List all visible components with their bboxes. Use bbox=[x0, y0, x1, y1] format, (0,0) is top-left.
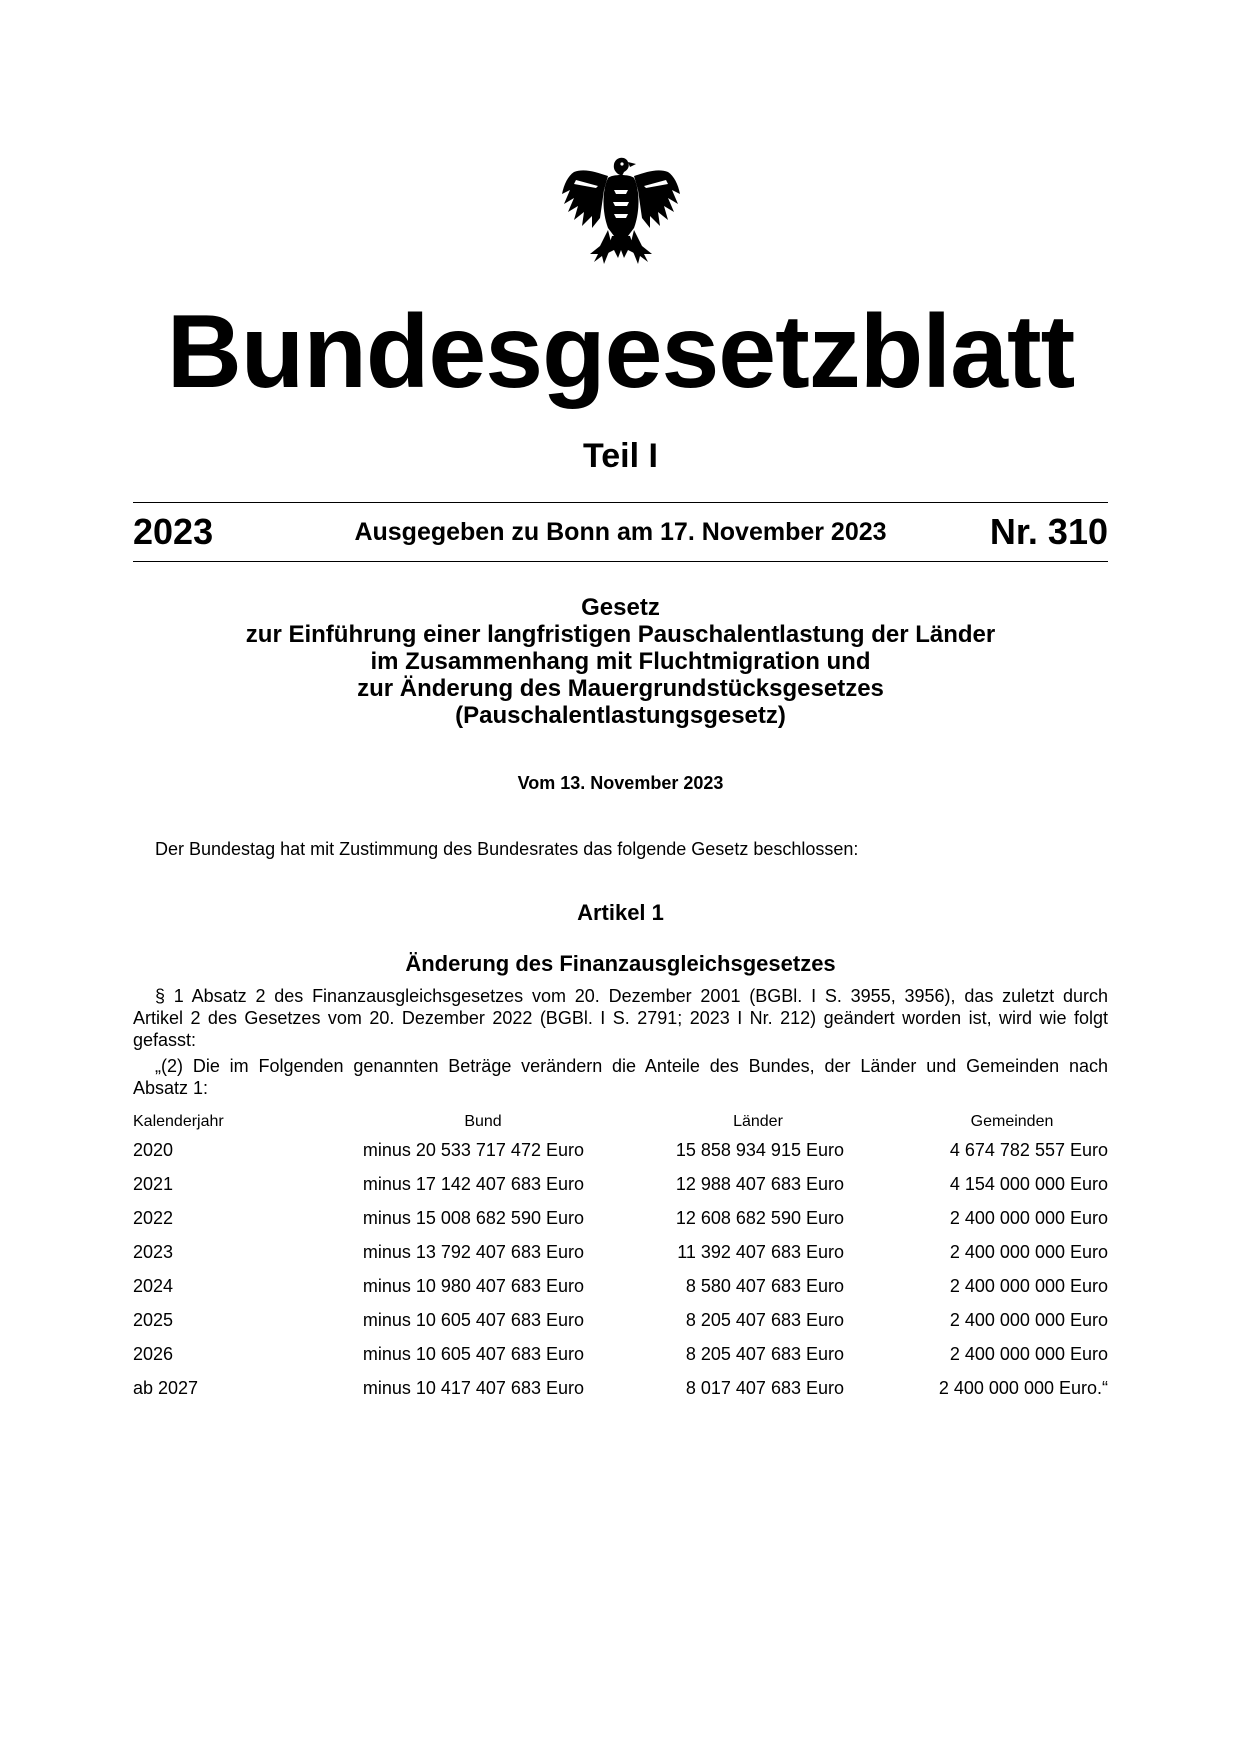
table-cell-gemeinden: 2 400 000 000 Euro bbox=[949, 1344, 1108, 1364]
paragraph-line: gefasst: bbox=[133, 1030, 197, 1050]
table-cell-gemeinden: 2 400 000 000 Euro bbox=[949, 1242, 1108, 1262]
table-cell-year: 2022 bbox=[133, 1208, 174, 1228]
table-cell-bund: minus 17 142 407 683 Euro bbox=[362, 1174, 584, 1194]
paragraph-line: § 1 Absatz 2 des Finanzausgleichsgesetzes vom 20. Dezember 2001 (BGBl. I S. 3955, 3956), das zuletzt durch bbox=[155, 986, 1108, 1006]
issue-year: 2023 bbox=[133, 511, 214, 552]
law-title-line: Gesetz bbox=[581, 594, 660, 621]
table-header-bund: Bund bbox=[464, 1113, 502, 1130]
article-paragraph-1 bbox=[133, 985, 1108, 1051]
table-cell-bund: minus 15 008 682 590 Euro bbox=[362, 1208, 584, 1228]
table-cell-year: 2020 bbox=[133, 1140, 174, 1160]
table-cell-laender: 8 205 407 683 Euro bbox=[685, 1344, 844, 1364]
table-cell-year: 2023 bbox=[133, 1242, 174, 1262]
masthead-title: Bundesgesetzblatt bbox=[166, 294, 1075, 410]
table-cell-year: ab 2027 bbox=[133, 1378, 199, 1398]
law-title-line: zur Änderung des Mauergrundstücksgesetzes bbox=[357, 675, 884, 702]
article-title: Änderung des Finanzausgleichsgesetzes bbox=[405, 951, 836, 976]
issue-number: Nr. 310 bbox=[989, 511, 1108, 552]
law-title-line: im Zusammenhang mit Fluchtmigration und bbox=[370, 648, 871, 675]
law-date: Vom 13. November 2023 bbox=[517, 773, 724, 793]
table-cell-laender: 12 988 407 683 Euro bbox=[675, 1174, 844, 1194]
table-cell-laender: 12 608 682 590 Euro bbox=[675, 1208, 844, 1228]
table-cell-gemeinden: 4 154 000 000 Euro bbox=[949, 1174, 1108, 1194]
law-title bbox=[0, 594, 1241, 729]
issue-row bbox=[133, 510, 1108, 554]
table-cell-laender: 8 580 407 683 Euro bbox=[685, 1276, 844, 1296]
table-cell-year: 2024 bbox=[133, 1276, 174, 1296]
header-rule-top bbox=[133, 502, 1108, 503]
table-cell-bund: minus 10 605 407 683 Euro bbox=[362, 1310, 584, 1330]
table-cell-laender: 15 858 934 915 Euro bbox=[675, 1140, 844, 1160]
table-cell-gemeinden: 2 400 000 000 Euro.“ bbox=[938, 1378, 1108, 1398]
table-header-year: Kalenderjahr bbox=[133, 1113, 224, 1130]
preamble: Der Bundestag hat mit Zustimmung des Bundesrates das folgende Gesetz beschlossen: bbox=[155, 839, 859, 859]
table-cell-gemeinden: 4 674 782 557 Euro bbox=[949, 1140, 1108, 1160]
table-cell-gemeinden: 2 400 000 000 Euro bbox=[949, 1208, 1108, 1228]
table-cell-bund: minus 10 605 407 683 Euro bbox=[362, 1344, 584, 1364]
law-title-line: zur Einführung einer langfristigen Pauschalentlastung der Länder bbox=[245, 621, 996, 648]
paragraph-line: „(2) Die im Folgenden genannten Beträge verändern die Anteile des Bundes, der Länder und Gemeinden nach bbox=[155, 1056, 1108, 1076]
masthead-part: Teil I bbox=[583, 437, 658, 475]
law-title-line: (Pauschalentlastungsgesetz) bbox=[455, 702, 786, 729]
table-cell-year: 2025 bbox=[133, 1310, 174, 1330]
table-cell-year: 2026 bbox=[133, 1344, 174, 1364]
table-cell-laender: 8 017 407 683 Euro bbox=[685, 1378, 844, 1398]
paragraph-line: Artikel 2 des Gesetzes vom 20. Dezember 2022 (BGBl. I S. 2791; 2023 I Nr. 212) geändert worden ist, wird wie folgt bbox=[133, 1008, 1108, 1028]
article-paragraph-2 bbox=[133, 1055, 1108, 1099]
table-cell-gemeinden: 2 400 000 000 Euro bbox=[949, 1276, 1108, 1296]
table-header-laender: Länder bbox=[733, 1113, 783, 1130]
issue-info: Ausgegeben zu Bonn am 17. November 2023 bbox=[354, 518, 887, 546]
table-header-gemeinden: Gemeinden bbox=[970, 1113, 1054, 1130]
article-number: Artikel 1 bbox=[577, 900, 664, 925]
table-cell-laender: 8 205 407 683 Euro bbox=[685, 1310, 844, 1330]
table-cell-laender: 11 392 407 683 Euro bbox=[677, 1242, 844, 1262]
federal-eagle-icon bbox=[556, 150, 686, 280]
table-cell-bund: minus 10 980 407 683 Euro bbox=[362, 1276, 584, 1296]
table-cell-bund: minus 10 417 407 683 Euro bbox=[362, 1378, 584, 1398]
paragraph-line: Absatz 1: bbox=[133, 1078, 209, 1098]
table-cell-bund: minus 13 792 407 683 Euro bbox=[362, 1242, 584, 1262]
table-cell-year: 2021 bbox=[133, 1174, 174, 1194]
table-cell-gemeinden: 2 400 000 000 Euro bbox=[949, 1310, 1108, 1330]
table-cell-bund: minus 20 533 717 472 Euro bbox=[362, 1140, 584, 1160]
header-rule-bottom bbox=[133, 561, 1108, 562]
